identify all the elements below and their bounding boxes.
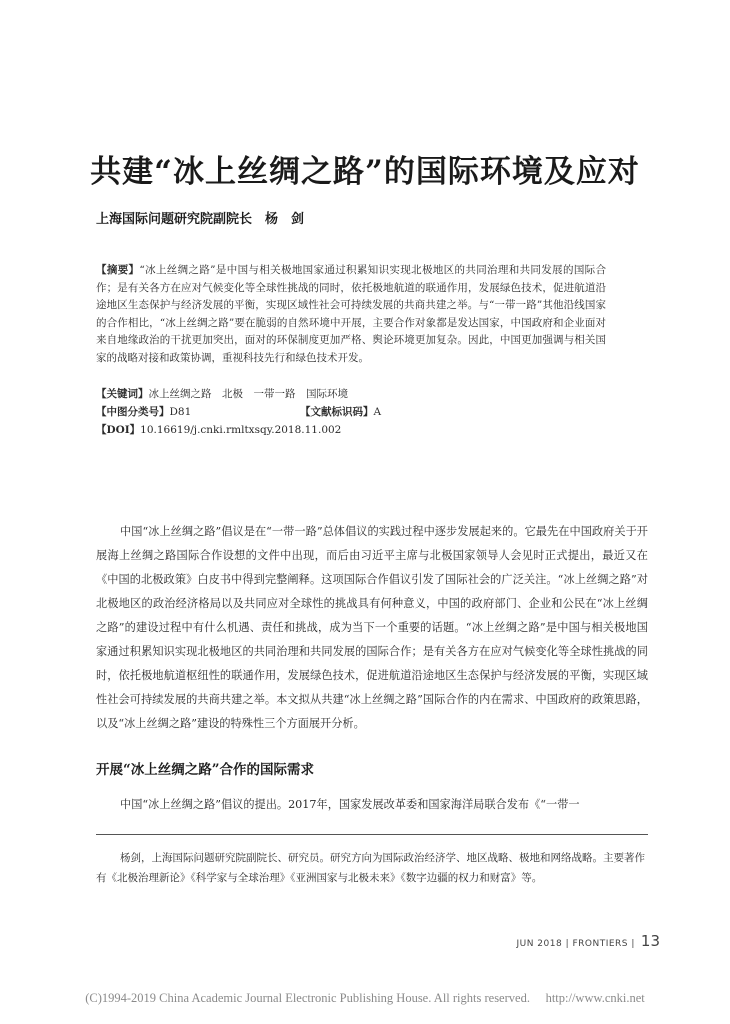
page-number: 13 xyxy=(640,932,660,950)
section-first-line: 中国“冰上丝绸之路”倡议的提出。2017年，国家发展改革委和国家海洋局联合发布《“一带一 xyxy=(120,798,580,811)
author-line: 上海国际问题研究院副院长 杨 剑 xyxy=(96,212,305,227)
abstract-block xyxy=(96,262,606,367)
classification-label: 【中图分类号】 xyxy=(96,406,170,418)
intro-paragraph: 中国“冰上丝绸之路”倡议是在“一带一路”总体倡议的实践过程中逐步发展起来的。它最先在中国政府关于开展海上丝绸之路国际合作设想的文件中出现，而后由习近平主席与北极国家领导人会见时正式提出，最近又在《中国的北极政策》白皮书中得到完整阐释。这项国际合作倡议引发了国际社会的广泛关注。“冰上丝绸之路”对北极地区的政治经济格局以及共同应对全球性的挑战具有何种意义，中国的政府部门、企业和公民在“冰上丝绸之路”的建设过程中有什么机遇、责任和挑战，成为当下一个重要的话题。“冰上丝绸之路”是中国与相关极地国家通过积累知识实现北极地区的共同治理和共同发展的国际合作；是有关各方在应对气候变化等全球性挑战的同时，依托极地航道枢纽性的联通作用，发展绿色技术，促进航道沿途地区生态保护与经济发展的平衡，实现区域性社会可持续发展的共商共建之举。本文拟从共建“冰上丝绸之路”国际合作的内在需求、中国政府的政策思路，以及“冰上丝绸之路”建设的特殊性三个方面展开分析。 xyxy=(96,525,648,730)
copyright-notice: (C)1994-2019 China Academic Journal Electronic Publishing House. All rights reserved. http://www.cnki.net xyxy=(85,991,645,1005)
keywords-label: 【关键词】 xyxy=(96,388,149,400)
doc-code-label: 【文献标识码】 xyxy=(300,406,374,418)
author-footnote: 杨剑，上海国际问题研究院副院长、研究员。研究方向为国际政治经济学、地区战略、极地和网络战略。主要著作有《北极治理新论》《科学家与全球治理》《亚洲国家与北极未来》《数字边疆的权力和财富》等。 xyxy=(96,852,645,884)
abstract-text: “冰上丝绸之路”是中国与相关极地国家通过积累知识实现北极地区的共同治理和共同发展的国际合作；是有关各方在应对气候变化等全球性挑战的同时，依托极地航道的联通作用，发展绿色技术，促进航道沿途地区生态保护与经济发展的平衡，实现区域性社会可持续发展的共商共建之举。与“一带一路”其他沿线国家的合作相比，“冰上丝绸之路”要在脆弱的自然环境中开展，主要合作对象都是发达国家，中国政府和企业面对来自地缘政治的干扰更加突出，面对的环保制度更加严格、舆论环境更加复杂。因此，中国更加强调与相关国家的战略对接和政策协调，重视科技先行和绿色技术开发。 xyxy=(96,264,607,364)
article-title: 共建“冰上丝绸之路”的国际环境及应对 xyxy=(90,154,640,190)
keywords-line xyxy=(96,386,348,401)
classification-value: D81 xyxy=(169,406,192,418)
doc-code-value: A xyxy=(373,406,382,418)
classification-line xyxy=(96,404,191,419)
page-folio xyxy=(516,932,660,950)
doi-value: 10.16619/j.cnki.rmltxsqy.2018.11.002 xyxy=(140,424,342,436)
footnote-divider xyxy=(96,834,648,835)
doi-line xyxy=(96,422,341,437)
running-head: JUN 2018 | FRONTIERS | xyxy=(516,939,635,949)
abstract-label: 【摘要】 xyxy=(96,264,140,276)
section-heading: 开展“冰上丝绸之路”合作的国际需求 xyxy=(96,762,315,778)
doc-code-line xyxy=(300,404,381,419)
doi-label: 【DOI】 xyxy=(96,424,141,436)
keywords-text: 冰上丝绸之路 北极 一带一路 国际环境 xyxy=(148,388,348,400)
